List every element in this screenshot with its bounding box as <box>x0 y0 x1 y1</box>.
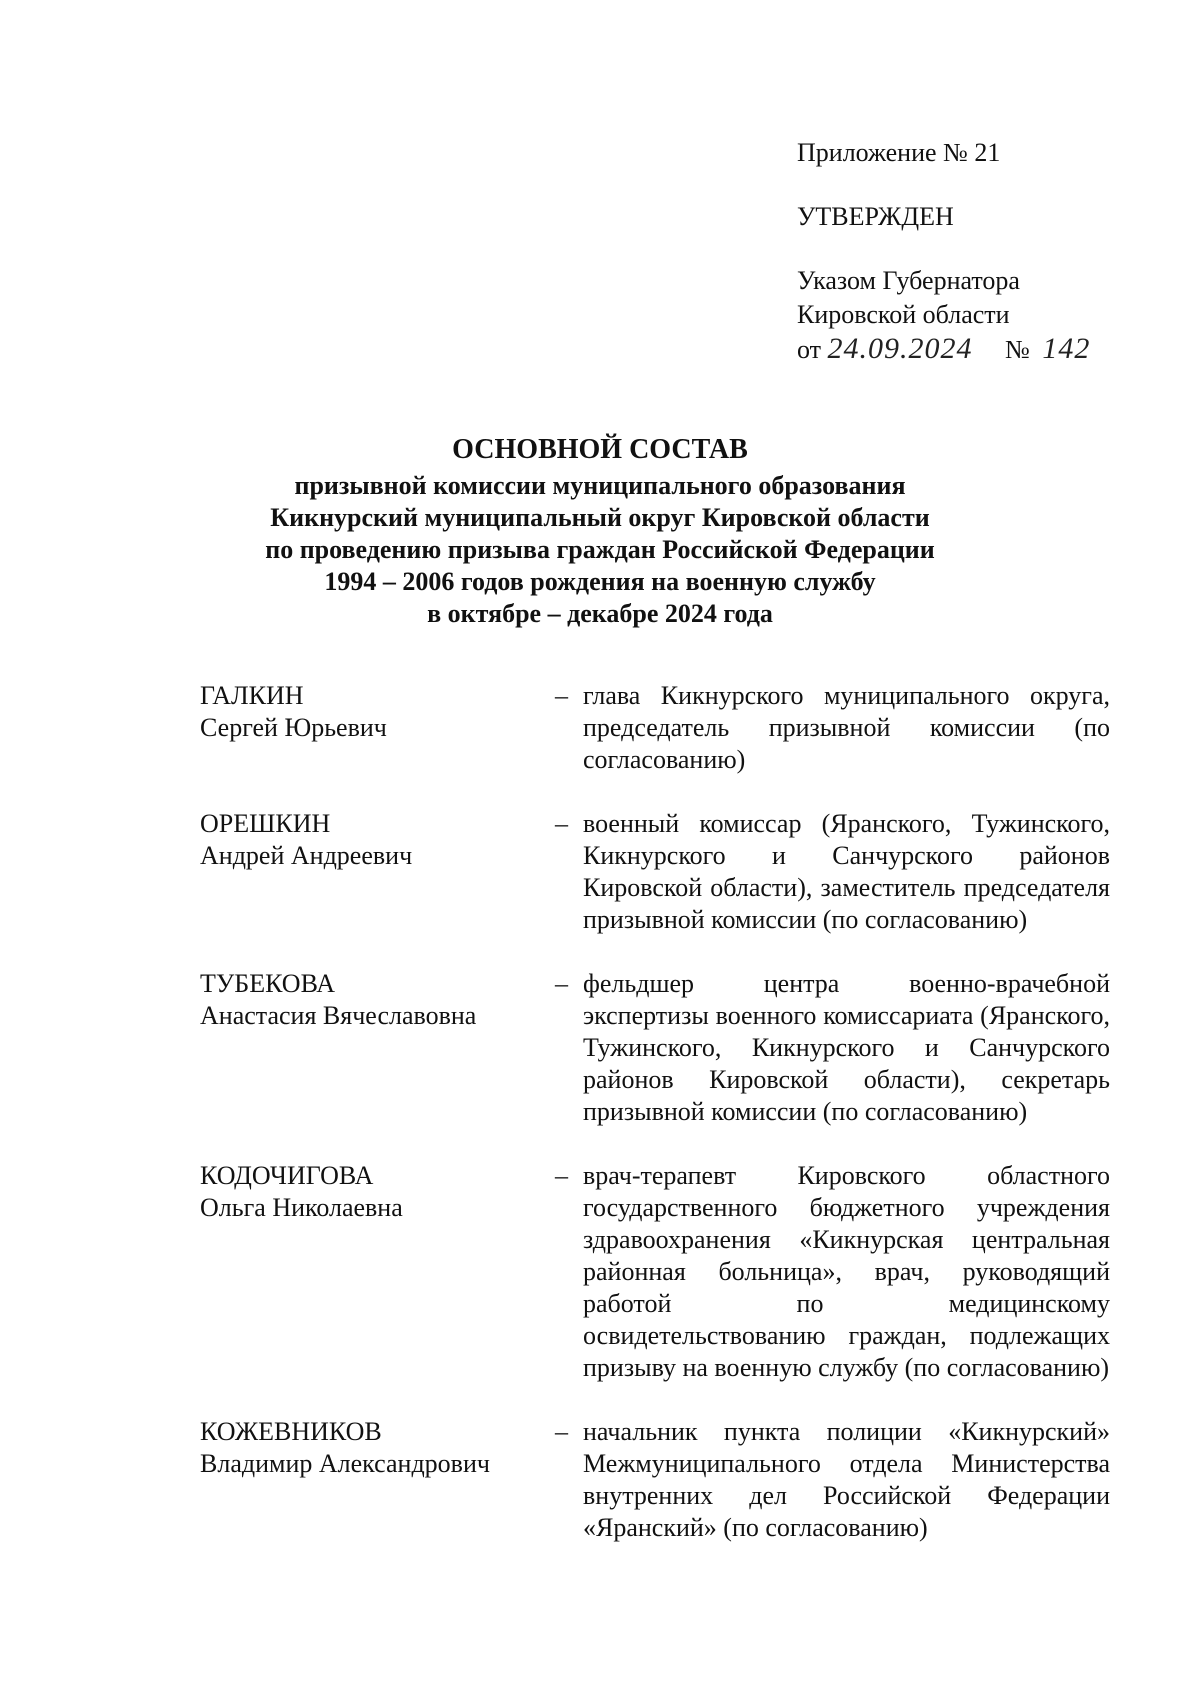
member-entry <box>200 680 1110 776</box>
dash: – <box>555 1161 568 1190</box>
member-names <box>200 808 540 872</box>
member-names <box>200 1416 540 1480</box>
title-line: призывной комиссии муниципального образования <box>294 471 906 500</box>
member-entry <box>200 808 1110 936</box>
approval-block <box>797 136 1090 367</box>
member-surname: КОЖЕВНИКОВ <box>200 1417 382 1446</box>
decree-line-1: Указом Губернатора <box>797 266 1020 295</box>
member-role: начальник пункта полиции «Кикнурский» Межмуниципального отдела Министерства внутренних дел Российской Федерации «Яранский» (по согласованию) <box>583 1417 1110 1542</box>
member-surname: КОДОЧИГОВА <box>200 1161 374 1190</box>
member-surname: ОРЕШКИН <box>200 809 331 838</box>
member-role: глава Кикнурского муниципального округа, председатель призывной комиссии (по согласованию) <box>583 681 1110 774</box>
member-role: военный комиссар (Яранского, Тужинского, Кикнурского и Санчурского районов Кировской области), заместитель председателя призывной комиссии (по согласованию) <box>583 809 1110 934</box>
title-line: Кикнурский муниципальный округ Кировской области <box>270 503 930 532</box>
member-given-names: Анастасия Вячеславовна <box>200 1001 477 1030</box>
dash: – <box>555 1417 568 1446</box>
date-prefix: от <box>797 335 822 364</box>
member-names <box>200 1160 540 1224</box>
member-names <box>200 968 540 1032</box>
dash: – <box>555 681 568 710</box>
handwritten-number: 142 <box>1042 332 1091 365</box>
member-entry <box>200 1416 1110 1544</box>
appendix-label: Приложение № 21 <box>797 138 1001 167</box>
member-surname: ТУБЕКОВА <box>200 969 336 998</box>
decree-line-2: Кировской области <box>797 300 1010 329</box>
title-line: в октябре – декабре 2024 года <box>427 599 773 628</box>
decree-date-line <box>797 332 1090 367</box>
member-role: фельдшер центра военно-врачебной экспертизы военного комиссариата (Яранского, Тужинского, Кикнурского и Санчурского районов Кировской области), секретарь призывной комиссии (по согласованию) <box>583 969 1110 1126</box>
dash: – <box>555 969 568 998</box>
title-line: по проведению призыва граждан Российской Федерации <box>265 535 935 564</box>
number-sign: № <box>1005 335 1030 364</box>
approved-label: УТВЕРЖДЕН <box>797 202 954 231</box>
title-main: ОСНОВНОЙ СОСТАВ <box>452 434 748 465</box>
handwritten-date: 24.09.2024 <box>827 332 973 365</box>
member-given-names: Сергей Юрьевич <box>200 713 387 742</box>
member-given-names: Ольга Николаевна <box>200 1193 403 1222</box>
member-names <box>200 680 540 744</box>
title-line: 1994 – 2006 годов рождения на военную службу <box>324 567 876 596</box>
member-role: врач-терапевт Кировского областного государственного бюджетного учреждения здравоохранения «Кикнурская центральная районная больница», врач, руководящий работой по медицинскому освидетельствованию граждан, подлежащих призыву на военную службу (по согласованию) <box>583 1161 1110 1382</box>
document-title <box>0 434 1200 630</box>
member-given-names: Владимир Александрович <box>200 1449 490 1478</box>
member-entry <box>200 1160 1110 1384</box>
member-entry <box>200 968 1110 1128</box>
member-surname: ГАЛКИН <box>200 681 304 710</box>
dash: – <box>555 809 568 838</box>
member-given-names: Андрей Андреевич <box>200 841 413 870</box>
member-list <box>200 680 1110 1576</box>
